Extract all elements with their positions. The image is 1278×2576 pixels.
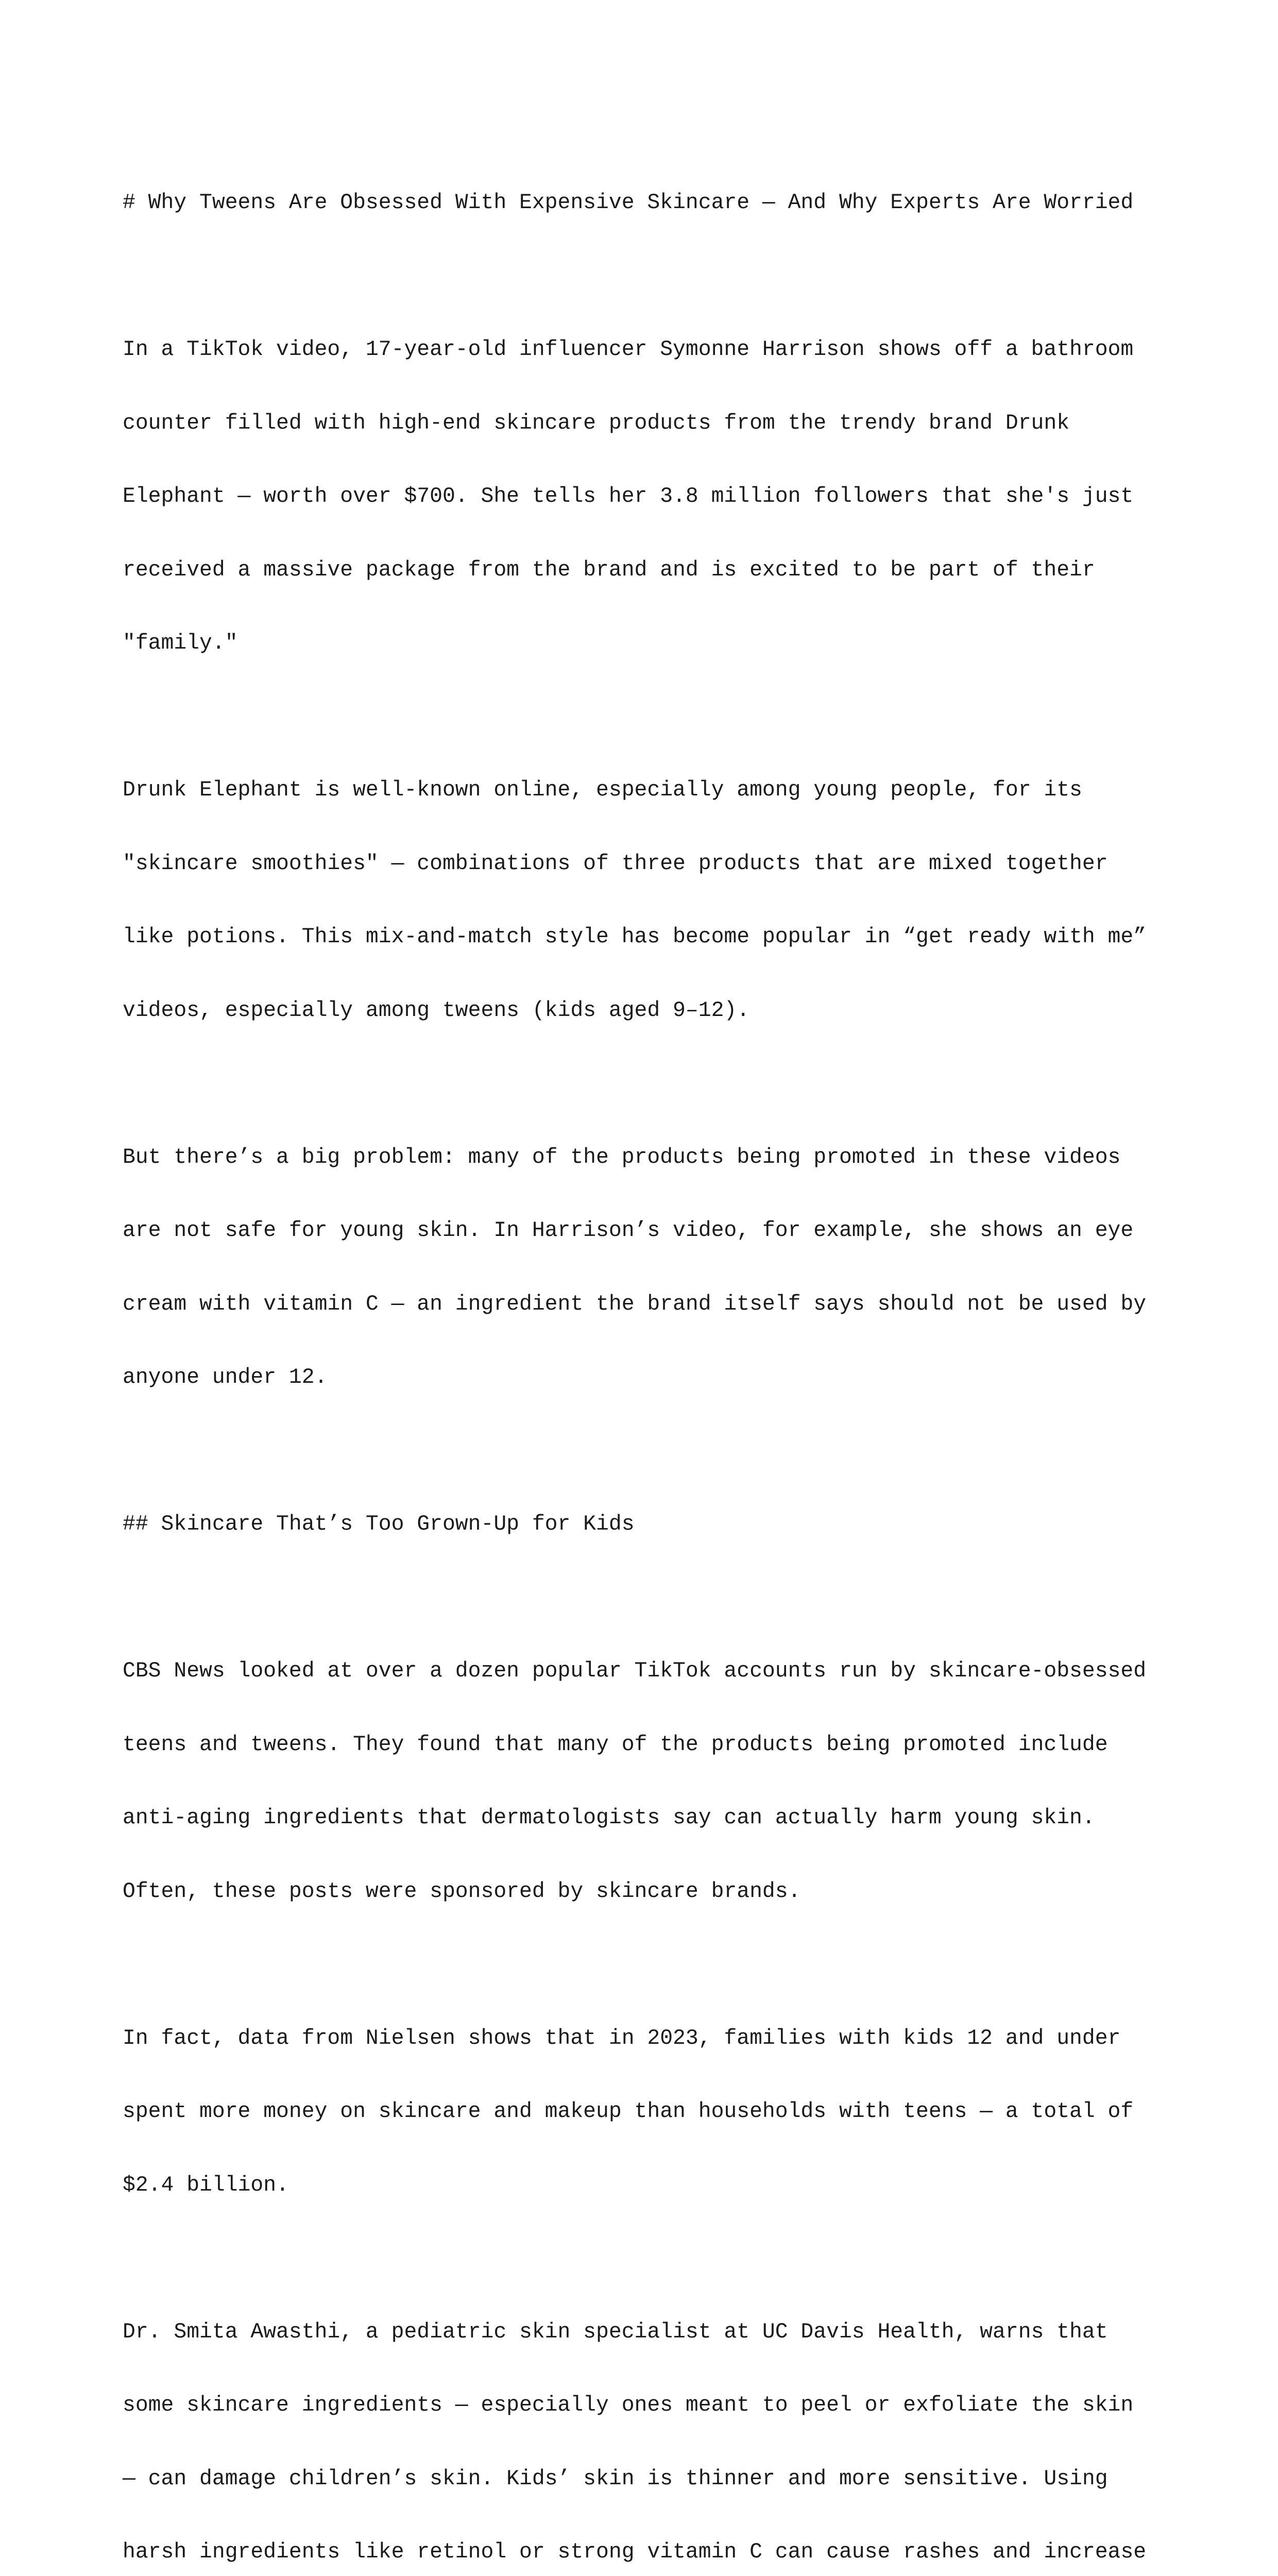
text-line: cream with vitamin C — an ingredient the brand itself says should not be used by	[123, 1293, 1163, 1317]
text-line: like potions. This mix-and-match style has become popular in “get ready with me”	[123, 925, 1163, 950]
text-line: Dr. Smita Awasthi, a pediatric skin specialist at UC Davis Health, warns that	[123, 2320, 1163, 2345]
paragraph-awasthi-warning	[123, 2272, 1163, 2576]
paragraph-smoothies	[123, 730, 1163, 1072]
text-line: $2.4 billion.	[123, 2174, 1163, 2198]
document-page	[123, 142, 1163, 2576]
text-line: videos, especially among tweens (kids aged 9–12).	[123, 999, 1163, 1024]
text-line: counter filled with high-end skincare products from the trendy brand Drunk	[123, 412, 1163, 436]
text-line: CBS News looked at over a dozen popular TikTok accounts run by skincare-obsessed	[123, 1659, 1163, 1684]
paragraph-problem	[123, 1097, 1163, 1439]
paragraph-intro	[123, 289, 1163, 705]
text-line: In a TikTok video, 17-year-old influencer Symonne Harrison shows off a bathroom	[123, 338, 1163, 363]
title-line: # Why Tweens Are Obsessed With Expensive Skincare — And Why Experts Are Worried	[123, 191, 1163, 216]
text-line: But there’s a big problem: many of the products being promoted in these videos	[123, 1146, 1163, 1171]
section-heading-grown-up	[123, 1464, 1163, 1586]
article-title	[123, 142, 1163, 265]
text-line: harsh ingredients like retinol or strong vitamin C can cause rashes and increase	[123, 2540, 1163, 2565]
text-line: "family."	[123, 632, 1163, 656]
text-line: anti-aging ingredients that dermatologists say can actually harm young skin.	[123, 1806, 1163, 1831]
paragraph-cbs-news	[123, 1611, 1163, 1953]
text-line: are not safe for young skin. In Harrison’s video, for example, she shows an eye	[123, 1219, 1163, 1244]
text-line: "skincare smoothies" — combinations of three products that are mixed together	[123, 852, 1163, 877]
text-line: Drunk Elephant is well-known online, especially among young people, for its	[123, 778, 1163, 803]
text-line: anyone under 12.	[123, 1366, 1163, 1391]
paragraph-nielsen	[123, 1978, 1163, 2247]
text-line: — can damage children’s skin. Kids’ skin is thinner and more sensitive. Using	[123, 2467, 1163, 2492]
text-line: some skincare ingredients — especially ones meant to peel or exfoliate the skin	[123, 2394, 1163, 2418]
text-line: In fact, data from Nielsen shows that in 2023, families with kids 12 and under	[123, 2027, 1163, 2052]
text-line: Elephant — worth over $700. She tells her 3.8 million followers that she's just	[123, 485, 1163, 510]
text-line: Often, these posts were sponsored by skincare brands.	[123, 1880, 1163, 1905]
heading-line: ## Skincare That’s Too Grown-Up for Kids	[123, 1513, 1163, 1537]
text-line: spent more money on skincare and makeup than households with teens — a total of	[123, 2100, 1163, 2125]
text-line: teens and tweens. They found that many of the products being promoted include	[123, 1733, 1163, 1758]
text-line: received a massive package from the brand and is excited to be part of their	[123, 558, 1163, 583]
